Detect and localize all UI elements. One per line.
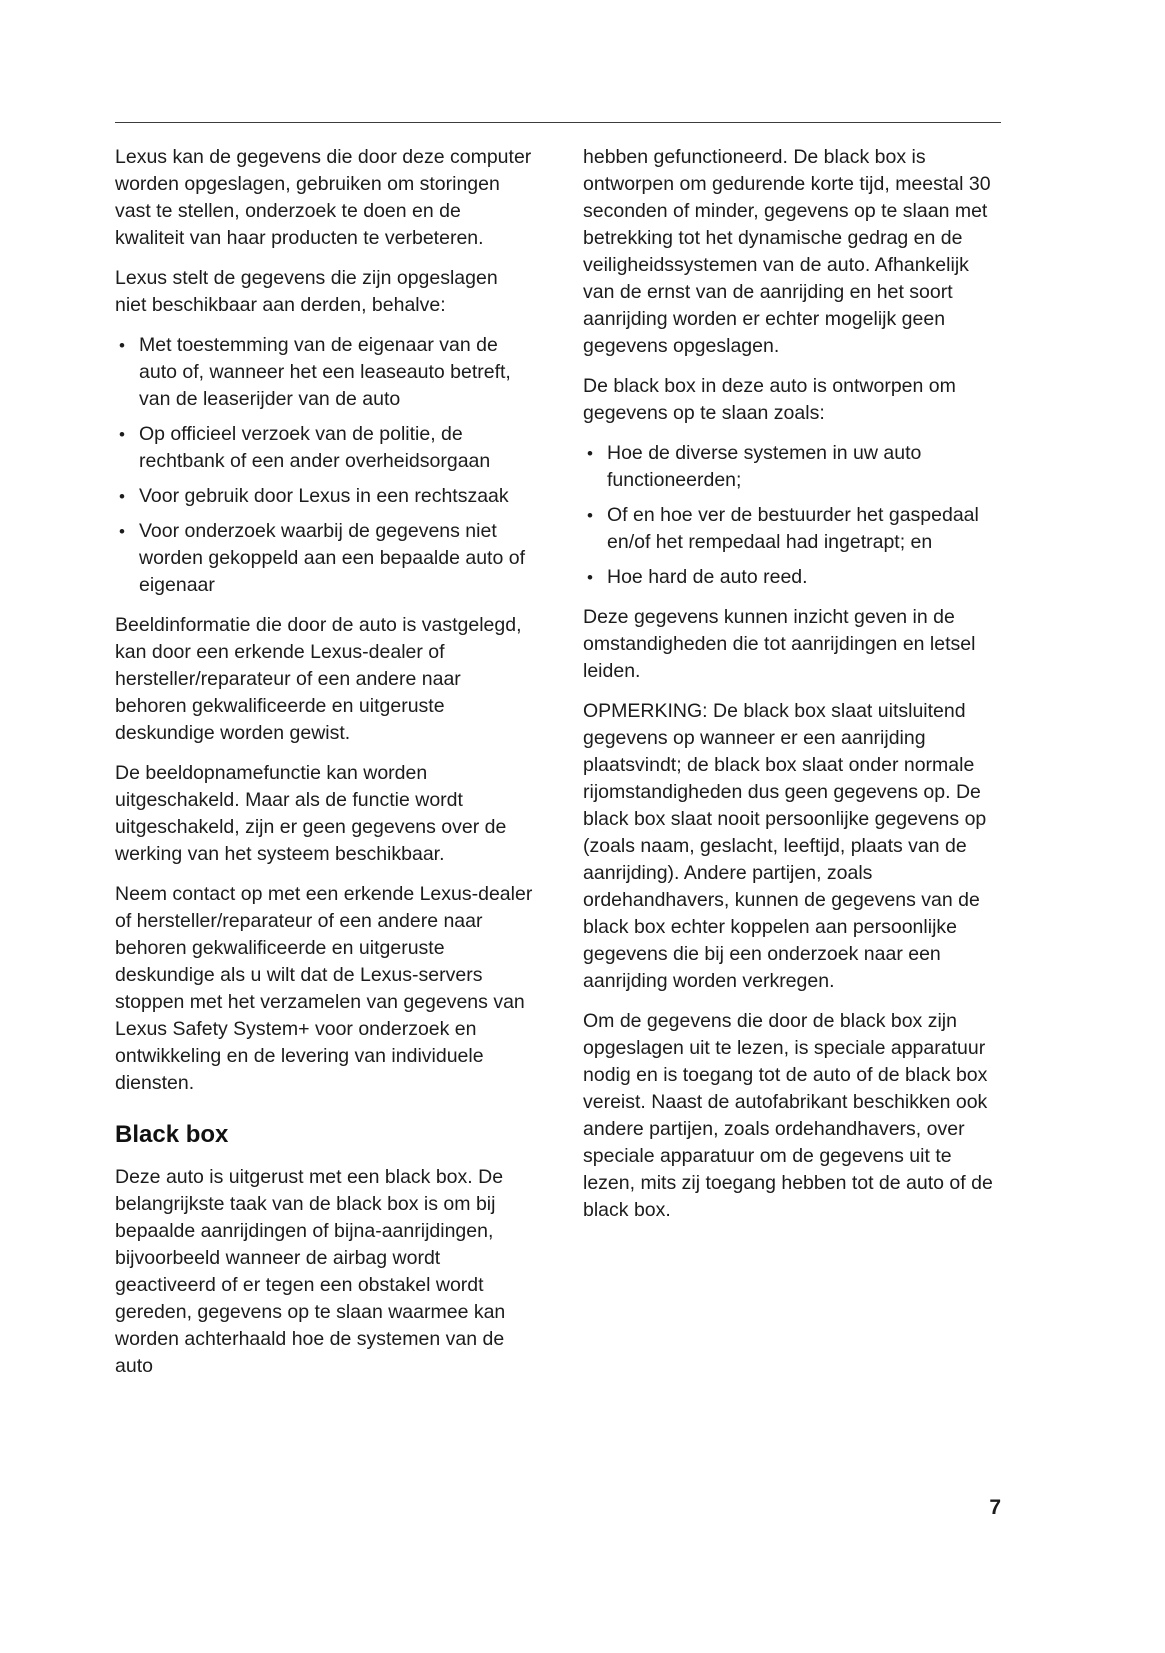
paragraph: Beeldinformatie die door de auto is vastgelegd, kan door een erkende Lexus-dealer of hersteller/reparateur of een andere naar behoren gekwalificeerde en uitgeruste deskundige worden gewist. xyxy=(115,614,522,744)
section-heading-black-box: Black box xyxy=(115,1121,229,1148)
header-rule xyxy=(115,122,1001,123)
right-column xyxy=(583,144,1001,1237)
bullet-item: • Of en hoe ver de bestuurder het gaspedaal en/of het rempedaal had ingetrapt; en xyxy=(583,502,1001,556)
paragraph: hebben gefunctioneerd. De black box is ontworpen om gedurende korte tijd, meestal 30 seconden of minder, gegevens op te slaan met betrekking tot het dynamische gedrag en de veiligheidssystemen van de auto. Afhankelijk van de ernst van de aanrijding en het soort aanrijding worden er echter mogelijk geen gegevens opgeslagen. xyxy=(583,146,991,357)
paragraph: Deze gegevens kunnen inzicht geven in de omstandigheden die tot aanrijdingen en letsel leiden. xyxy=(583,606,976,682)
paragraph: Neem contact op met een erkende Lexus-dealer of hersteller/reparateur of een andere naar behoren gekwalificeerde en uitgeruste deskundige als u wilt dat de Lexus-servers stoppen met het verzamelen van gegevens van Lexus Safety System+ voor onderzoek en ontwikkeling en de levering van individuele diensten. xyxy=(115,883,533,1094)
bullet-item: • Hoe de diverse systemen in uw auto functioneerden; xyxy=(583,440,1001,494)
paragraph: De beeldopnamefunctie kan worden uitgeschakeld. Maar als de functie wordt uitgeschakeld, zijn er geen gegevens over de werking van het systeem beschikbaar. xyxy=(115,762,507,865)
paragraph: Om de gegevens die door de black box zijn opgeslagen uit te lezen, is speciale apparatuur nodig en is toegang tot de auto of de black box vereist. Naast de autofabrikant beschikken ook andere partijen, zoals ordehandhavers, over speciale apparatuur om de gegevens uit te lezen, mits zij toegang hebben tot de auto of de black box. xyxy=(583,1010,993,1221)
bullet-item: • Hoe hard de auto reed. xyxy=(583,564,1001,591)
bullet-item: • Voor gebruik door Lexus in een rechtszaak xyxy=(115,483,533,510)
paragraph: OPMERKING: De black box slaat uitsluitend gegevens op wanneer er een aanrijding plaatsvindt; de black box slaat onder normale rijomstandigheden dus geen gegevens op. De black box slaat nooit persoonlijke gegevens op (zoals naam, geslacht, leeftijd, plaats van de aanrijding). Andere partijen, zoals ordehandhavers, kunnen de gegevens van de black box echter koppelen aan persoonlijke gegevens die bij een onderzoek naar een aanrijding worden verkregen. xyxy=(583,700,987,992)
bullet-list xyxy=(115,332,533,599)
page-content xyxy=(115,122,1001,1393)
bullet-item: • Voor onderzoek waarbij de gegevens niet worden gekoppeld aan een bepaalde auto of eigenaar xyxy=(115,518,533,599)
paragraph: Lexus stelt de gegevens die zijn opgeslagen niet beschikbaar aan derden, behalve: xyxy=(115,267,498,316)
paragraph: De black box in deze auto is ontworpen om gegevens op te slaan zoals: xyxy=(583,375,956,424)
bullet-list xyxy=(583,440,1001,591)
page-number: 7 xyxy=(989,1496,1001,1519)
paragraph: Lexus kan de gegevens die door deze computer worden opgeslagen, gebruiken om storingen vast te stellen, onderzoek te doen en de kwaliteit van haar producten te verbeteren. xyxy=(115,146,532,249)
two-column-layout xyxy=(115,144,1001,1393)
paragraph: Deze auto is uitgerust met een black box. De belangrijkste taak van de black box is om bij bepaalde aanrijdingen of bijna-aanrijdingen, bijvoorbeeld wanneer de airbag wordt geactiveerd of er tegen een obstakel wordt gereden, gegevens op te slaan waarmee kan worden achterhaald hoe de systemen van de auto xyxy=(115,1166,506,1377)
left-column xyxy=(115,144,533,1393)
bullet-item: • Op officieel verzoek van de politie, de rechtbank of een ander overheidsorgaan xyxy=(115,421,533,475)
bullet-item: • Met toestemming van de eigenaar van de auto of, wanneer het een leaseauto betreft, van de leaserijder van de auto xyxy=(115,332,533,413)
